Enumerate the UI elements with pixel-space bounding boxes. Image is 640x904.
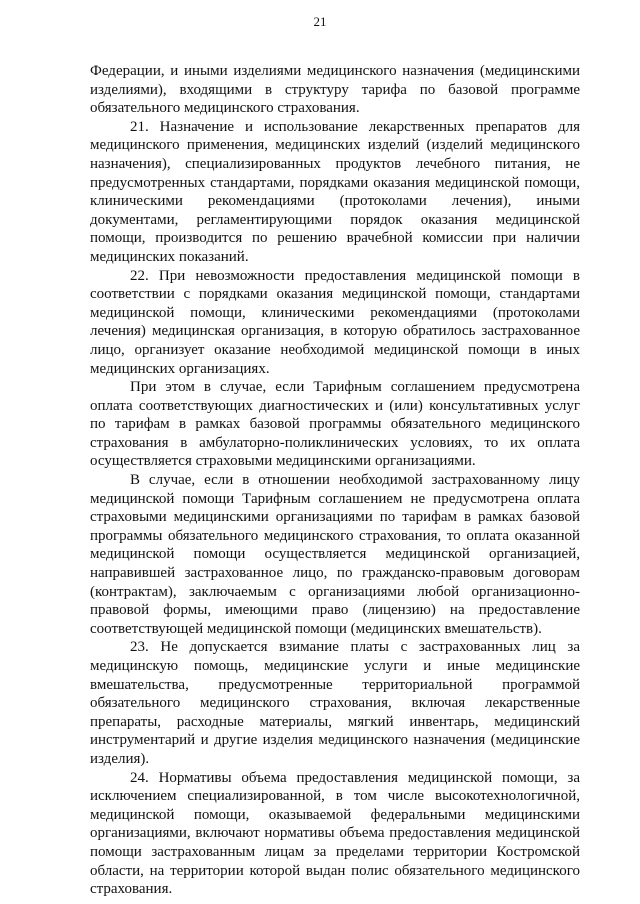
paragraph-item-22-payment: При этом в случае, если Тарифным соглашением предусмотрена оплата соответствующих диагностических и (или) консультативных услуг по тарифам в рамках базовой программы обязательного медицинского страхования в амбулаторно-поликлинических условиях, то их оплата осуществляется страховыми медицинскими организациями. (90, 379, 580, 470)
paragraph-item-24: 24. Нормативы объема предоставления медицинской помощи, за исключением специализированной, в том числе высокотехнологичной, медицинской помощи, оказываемой федеральными медицинскими организациями, включают нормативы объема предоставления медицинской помощи застрахованным лицам за пределами территории Костромской области, на территории которой выдан полис обязательного медицинского страхования. (90, 769, 580, 898)
paragraph-item-22: 22. При невозможности предоставления медицинской помощи в соответствии с порядками оказания медицинской помощи, стандартами медицинской помощи, клиническими рекомендациями (протоколами лечения) медицинская организация, в которую обратилось застрахованное лицо, организует оказание необходимой медицинской помощи в иных медицинских организациях. (90, 267, 580, 377)
paragraph-item-23: 23. Не допускается взимание платы с застрахованных лиц за медицинскую помощь, медицинские услуги и иные медицинские вмешательства, предусмотренные территориальной программой обязательного медицинского страхования, включая лекарственные препараты, расходные материалы, мягкий инвентарь, медицинский инструментарий и другие изделия медицинского назначения (медицинские изделия). (90, 639, 580, 767)
paragraph-item-21: 21. Назначение и использование лекарственных препаратов для медицинского применения, медицинских изделий (изделий медицинского назначения), специализированных продуктов лечебного питания, не предусмотренных стандартами, порядками оказания медицинской помощи, клиническими рекомендациями (протоколами лечения), иными документами, регламентирующими порядок оказания медицинской помощи, производится по решению врачебной комиссии при наличии медицинских показаний. (90, 118, 580, 265)
page-number: 21 (313, 14, 327, 29)
paragraph-item-22-contracts: В случае, если в отношении необходимой застрахованному лицу медицинской помощи Тарифным соглашением не предусмотрена оплата страховыми медицинскими организациями по тарифам в рамках базовой программы обязательного медицинского страхования, то оплата оказанной медицинской помощи осуществляется медицинской организацией, направившей застрахованное лицо, по гражданско-правовым договорам (контрактам), заключаемым с организациями любой организационно-правовой формы, имеющими право (лицензию) на предоставление соответствующей медицинской помощи (медицинских вмешательств). (90, 472, 580, 637)
paragraph-continuation: Федерации, и иными изделиями медицинского назначения (медицинскими изделиями), входящими в структуру тарифа по базовой программе обязательного медицинского страхования. (90, 63, 580, 117)
document-body (90, 62, 580, 899)
